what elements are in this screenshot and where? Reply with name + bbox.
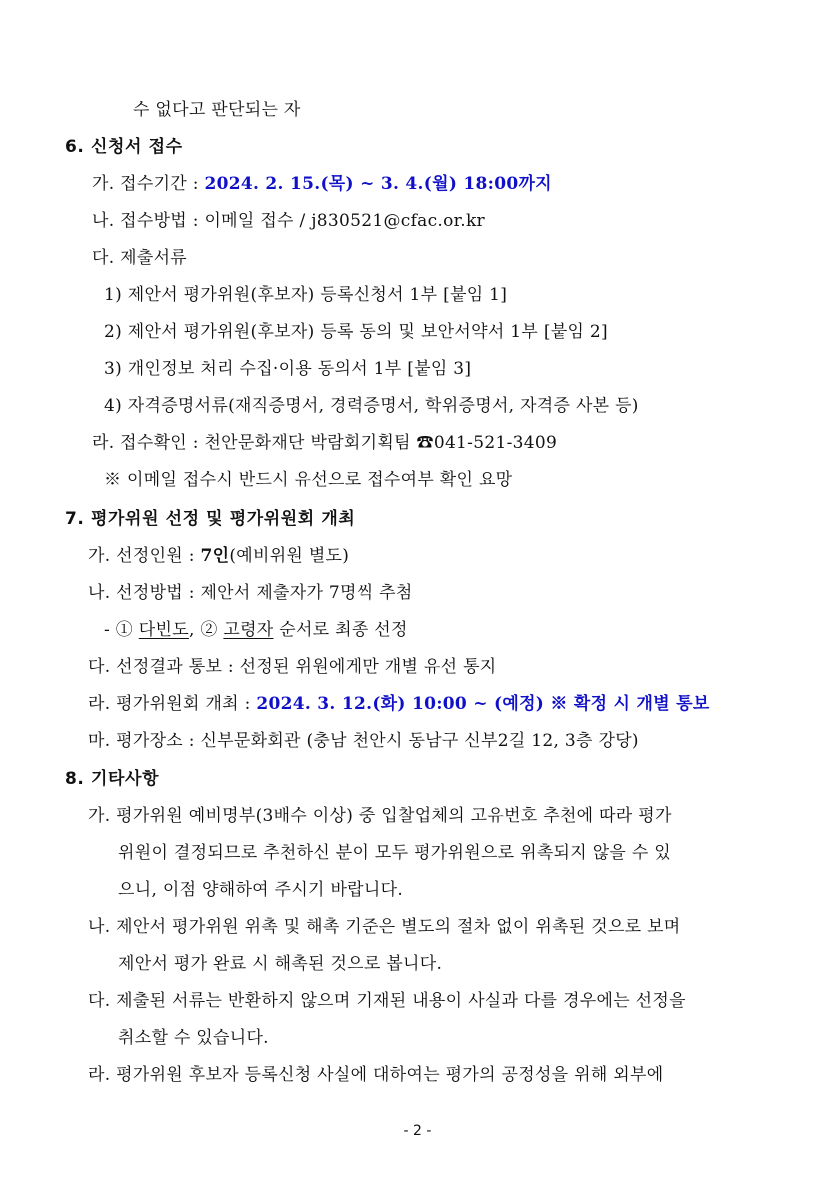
misc-c-line-1: 다. 제출된 서류는 반환하지 않으며 기재된 내용이 사실과 다를 경우에는 선정을 (88, 991, 686, 1011)
submission-doc-3: 3) 개인정보 처리 수집·이용 동의서 1부 [붙임 3] (104, 359, 472, 379)
misc-a-line-3: 으니, 이점 양해하여 주시기 바랍니다. (118, 880, 404, 900)
submission-doc-4: 4) 자격증명서류(재직증명서, 경력증명서, 학위증명서, 자격증 사본 등) (104, 396, 639, 416)
section-8-heading: 8. 기타사항 (65, 769, 160, 789)
committee-meeting (88, 692, 710, 716)
selection-result-notice: 다. 선정결과 통보 : 선정된 위원에게만 개별 유선 통지 (88, 657, 497, 677)
receipt-period-label: 가. 접수기간 : (92, 174, 205, 194)
selection-count-value: 7인 (200, 546, 230, 566)
selection-count (88, 544, 349, 568)
receipt-method: 나. 접수방법 : 이메일 접수 / j830521@cfac.or.kr (92, 211, 485, 231)
misc-a-line-2: 위원이 결정되므로 추천하신 분이 모두 평가위원으로 위촉되지 않을 수 있 (118, 843, 671, 863)
receipt-period (92, 172, 552, 196)
selection-order-age: 고령자 (223, 620, 274, 640)
email-note: ※ 이메일 접수시 반드시 유선으로 접수여부 확인 요망 (104, 470, 513, 490)
selection-count-label: 가. 선정인원 : (88, 546, 201, 566)
misc-b-line-1: 나. 제안서 평가위원 위촉 및 해촉 기준은 별도의 절차 없이 위촉된 것으로 보며 (88, 917, 681, 937)
receipt-confirmation: 라. 접수확인 : 천안문화재단 박람회기획팀 ☎041-521-3409 (92, 433, 558, 453)
misc-a-line-1: 가. 평가위원 예비명부(3배수 이상) 중 입찰업체의 고유번호 추천에 따라 평가 (88, 806, 672, 826)
selection-order-sep: , ② (188, 620, 224, 640)
selection-order-dash: - ① (104, 620, 139, 640)
misc-c-line-2: 취소할 수 있습니다. (118, 1028, 269, 1048)
continuation-line: 수 없다고 판단되는 자 (133, 100, 301, 120)
misc-b-line-2: 제안서 평가 완료 시 해촉된 것으로 봅니다. (118, 954, 443, 974)
selection-count-note: (예비위원 별도) (229, 546, 350, 566)
committee-meeting-value: 2024. 3. 12.(화) 10:00 ~ (예정) ※ 확정 시 개별 통보 (256, 694, 710, 714)
evaluation-venue: 마. 평가장소 : 신부문화회관 (충남 천안시 동남구 신부2길 12, 3층 강당) (88, 731, 639, 751)
selection-method: 나. 선정방법 : 제안서 제출자가 7명씩 추첨 (88, 583, 413, 603)
selection-order-frequency: 다빈도 (138, 620, 189, 640)
section-7-heading: 7. 평가위원 선정 및 평가위원회 개최 (65, 509, 356, 529)
committee-meeting-label: 라. 평가위원회 개최 : (88, 694, 257, 714)
receipt-period-value: 2024. 2. 15.(목) ~ 3. 4.(월) 18:00까지 (204, 174, 552, 194)
selection-order-end: 순서로 최종 선정 (273, 620, 408, 640)
submission-docs-heading: 다. 제출서류 (92, 248, 188, 268)
submission-doc-1: 1) 제안서 평가위원(후보자) 등록신청서 1부 [붙임 1] (104, 285, 508, 305)
misc-d-line-1: 라. 평가위원 후보자 등록신청 사실에 대하여는 평가의 공정성을 위해 외부에 (88, 1065, 664, 1085)
section-6-heading: 6. 신청서 접수 (65, 137, 183, 157)
submission-doc-2: 2) 제안서 평가위원(후보자) 등록 동의 및 보안서약서 1부 [붙임 2] (104, 322, 608, 342)
page-number: - 2 - (403, 1123, 432, 1139)
selection-order (104, 618, 408, 642)
